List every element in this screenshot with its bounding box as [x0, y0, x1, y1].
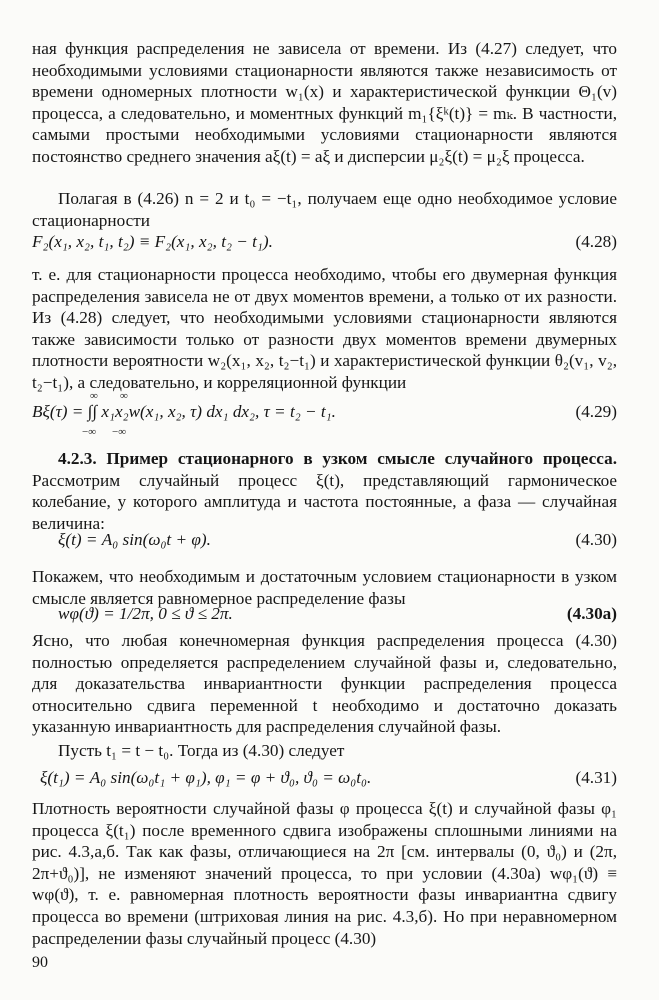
equation-4-30a-formula: wφ(ϑ) = 1/2π, 0 ≤ ϑ ≤ 2π.	[58, 604, 233, 623]
paragraph-stationarity-conditions: ная функция распределения не зависела от времени. Из (4.27) следует, что необходимыми условиями стационарности являются также независимость от времени одномерных плотности w₁(x) и характеристической функции Θ₁(v) процесса, а следовательно, и моментных функций m₁{ξᵏ(t)} = mₖ. В частности, самыми простыми необходимыми условиями стационарности являются постоянство среднего значения aξ(t) = aξ и дисперсии μ₂ξ(t) = μ₂ξ процесса.	[32, 39, 617, 166]
section-text: Рассмотрим случайный процесс ξ(t), представляющий гармоническое колебание, у которого амплитуда и частота постоянные, а фаза — случайная величина:	[32, 470, 617, 533]
equation-4-28-formula: F₂(x₁, x₂, t₁, t₂) ≡ F₂(x₁, x₂, t₂ − t₁).	[32, 232, 273, 251]
equation-4-31-number: (4.31)	[575, 768, 617, 787]
section-heading-4-2-3: 4.2.3. Пример стационарного в узком смысле случайного процесса.	[58, 449, 617, 468]
paragraph-example-section	[32, 448, 617, 534]
integral-upper-limit-1: ∞	[90, 390, 98, 402]
equation-4-30a-number: (4.30а)	[566, 604, 617, 623]
paragraph-two-dimensional-condition: Полагая в (4.26) n = 2 и t₀ = −t₁, получаем еще одно необходимое условие стационарности	[32, 189, 617, 230]
paragraph-uniform-distribution: Покажем, что необходимым и достаточным условием стационарности в узком смысле является равномерное распределение фазы	[32, 567, 617, 608]
equation-4-29	[32, 390, 617, 438]
integral-lower-limit-1: −∞	[82, 426, 97, 438]
equation-4-31-formula: ξ(t₁) = A₀ sin(ω₀t₁ + φ₁), φ₁ = φ + ϑ₀, ϑ₀ = ω₀t₀.	[40, 768, 372, 787]
paragraph-invariance: Ясно, что любая конечномерная функция распределения процесса (4.30) полностью определяется распределением случайной фазы и, следовательно, для доказательства инвариантности функции распределения процесса относительно сдвига переменной t необходимо и достаточно доказать указанную инвариантность для распределения случайной фазы.	[32, 631, 617, 737]
paragraph-time-shift: Пусть t₁ = t − t₀. Тогда из (4.30) следует	[58, 741, 345, 760]
equation-4-30-number: (4.30)	[575, 530, 617, 549]
equation-4-31	[40, 768, 617, 792]
integral-upper-limit-2: ∞	[120, 390, 128, 402]
equation-4-29-number: (4.29)	[575, 402, 617, 421]
equation-4-29-formula: Bξ(τ) = ∫∫ x₁x₂w(x₁, x₂, τ) dx₁ dx₂, τ = t₂ − t₁.	[32, 402, 336, 421]
equation-4-30a	[58, 604, 617, 628]
integral-lower-limit-2: −∞	[112, 426, 127, 438]
paragraph-distribution-dependence: т. е. для стационарности процесса необходимо, чтобы его двумерная функция распределения зависела не от двух моментов времени, а только от их разности. Из (4.28) следует, что необходимыми условиями стационарности являются также зависимости только от разности двух моментов времени двумерных плотности вероятности w₂(x₁, x₂, t₂−t₁) и характеристической функции θ₂(v₁, v₂, t₂−t₁), а следовательно, и корреляционной функции	[32, 265, 617, 392]
paragraph-phase-density: Плотность вероятности случайной фазы φ процесса ξ(t) и случайной фазы φ₁ процесса ξ(t₁) после временного сдвига изображены сплошными линиями на рис. 4.3,а,б. Так как фазы, отличающиеся на 2π [см. интервалы (0, ϑ₀) и (2π, 2π+ϑ₀)], не изменяют значений процесса, то при условии (4.30а) wφ₁(ϑ) ≡ wφ(ϑ), т. е. равномерная плотность вероятности фазы инвариантна сдвигу процесса во времени (штриховая линия на рис. 4.3,б). Но при неравномерном распределении фазы случайный процесс (4.30)	[32, 799, 617, 948]
equation-4-28-number: (4.28)	[575, 232, 617, 251]
page-number: 90	[32, 954, 48, 971]
equation-4-28	[32, 232, 617, 256]
equation-4-30-formula: ξ(t) = A₀ sin(ω₀t + φ).	[58, 530, 211, 549]
equation-4-30	[58, 530, 617, 554]
